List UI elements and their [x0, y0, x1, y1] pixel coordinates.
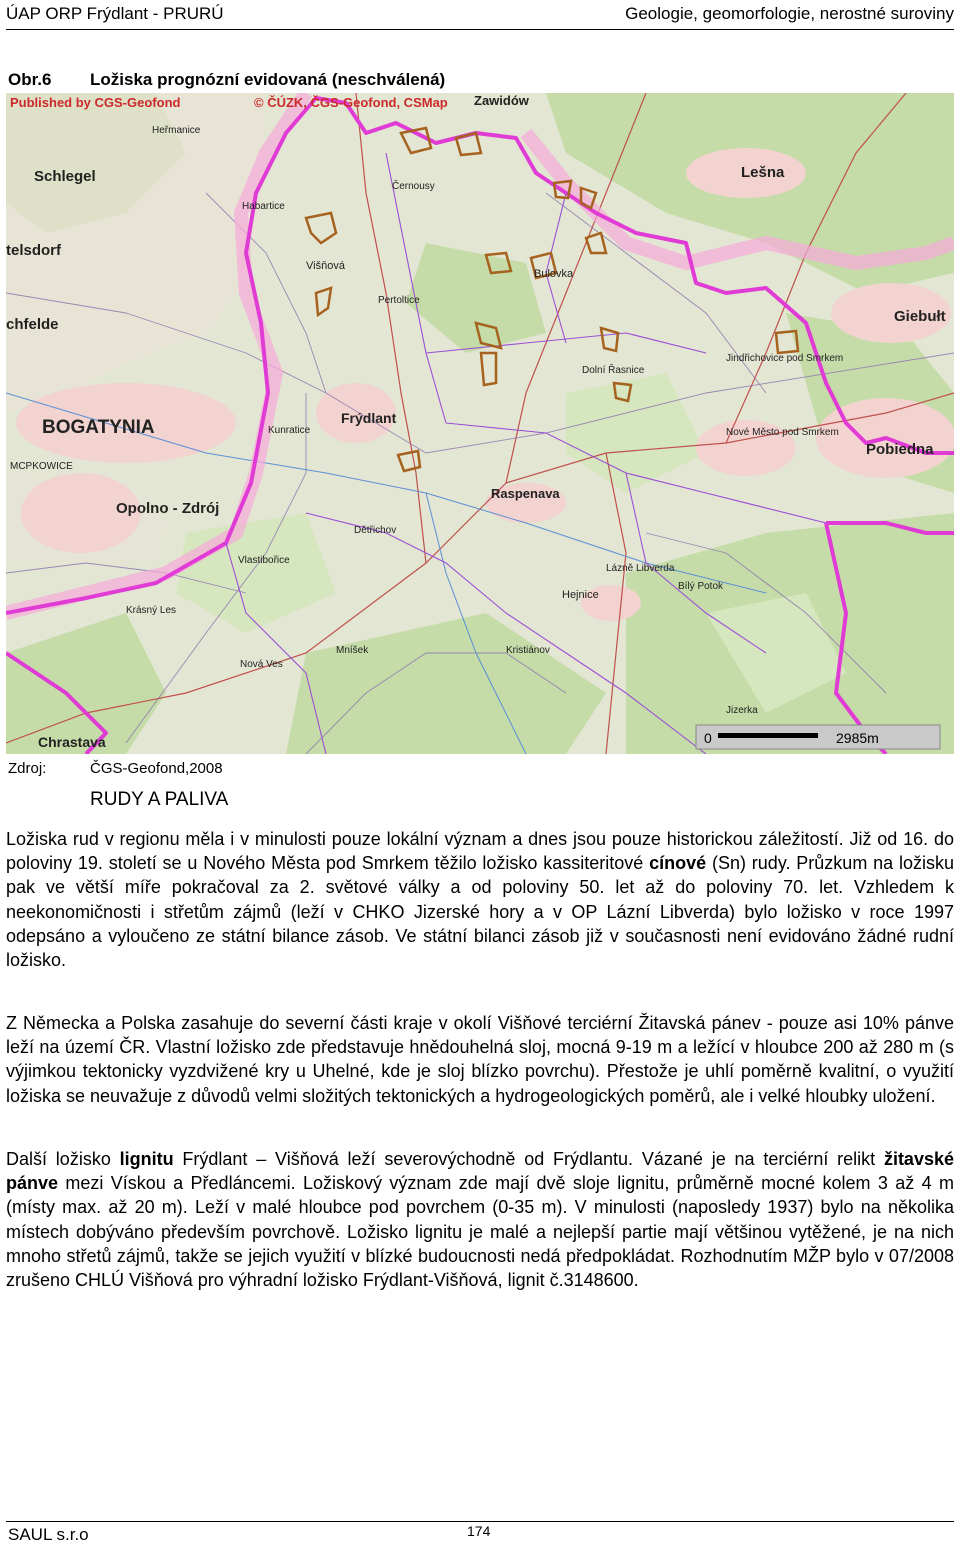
paragraph-lignite: [6, 1147, 954, 1292]
label-vislova: Višňová: [306, 260, 345, 272]
p1-text-1: Ložiska rud v regionu měla i v minulosti pouze lokální význam a dnes jsou pouze historickou záležitostí. Již od 16. do poloviny 19. století se u Nového Města pod Smrkem těžilo ložisko kassiteritové: [6, 829, 954, 874]
label-vlastiborice: Vlastibořice: [238, 555, 290, 566]
figure-label: Obr.6: [8, 70, 52, 89]
paragraph-ores: [6, 827, 954, 972]
label-pobiedna: Pobiedna: [866, 441, 934, 458]
label-jizerka: Jizerka: [726, 705, 758, 716]
header-rule: [6, 29, 954, 30]
label-zawidow: Zawidów: [474, 93, 529, 108]
p3-bold-basin: žitavské pánve: [6, 1149, 954, 1194]
label-telsdorf: telsdorf: [6, 242, 62, 259]
label-cernousy: Černousy: [392, 181, 435, 192]
label-mcpkowice: MCPKOWICE: [10, 461, 73, 472]
copyright: © ČÚZK, ČGS-Geofond, CSMap: [254, 95, 448, 110]
section-title: RUDY A PALIVA: [90, 789, 229, 810]
scale-end: 2985m: [836, 730, 879, 746]
label-hermanice: Heřmanice: [152, 125, 201, 136]
page-number: 174: [467, 1523, 491, 1539]
scale-segment: [718, 733, 818, 738]
footer-company: SAUL s.r.o: [8, 1525, 89, 1544]
scale-start: 0: [704, 730, 712, 746]
label-kunratice: Kunratice: [268, 425, 311, 436]
label-nova-ves: Nová Ves: [240, 659, 283, 670]
label-chfelde: chfelde: [6, 316, 59, 333]
header-right: Geologie, geomorfologie, nerostné suroviny: [625, 4, 954, 23]
label-dolni-rasnice: Dolní Řasnice: [582, 365, 645, 376]
label-hejnice: Hejnice: [562, 589, 599, 601]
label-mnisek: Mníšek: [336, 645, 369, 656]
label-kristianov: Kristiánov: [506, 645, 550, 656]
deposit-map: [6, 93, 954, 754]
published-by: Published by CGS-Geofond: [10, 95, 181, 110]
p1-bold-tin: cínové: [649, 853, 707, 874]
p3-text-1: Další ložisko: [6, 1149, 120, 1169]
label-lesna: Lešna: [741, 164, 785, 181]
label-jindrichovice: Jindřichovice pod Smrkem: [726, 353, 844, 364]
label-nove-mesto: Nové Město pod Smrkem: [726, 427, 839, 438]
label-bulovka: Bulovka: [534, 268, 574, 280]
label-pertoltice: Pertoltice: [378, 295, 420, 306]
label-frydlant: Frýdlant: [341, 410, 397, 426]
label-schlegel: Schlegel: [34, 168, 96, 185]
header-left: ÚAP ORP Frýdlant - PRURÚ: [6, 4, 224, 23]
p3-text-3: mezi Vískou a Předláncemi. Ložiskový význam zde mají dvě sloje lignitu, průměrně mocné kolem 3 až 4 m (místy max. až 20 m). Leží v malé hloubce pod povrchem (0-35 m). V minulosti (naposledy 1937) bylo na několika místech dobýváno především povrchově. Ložisko lignitu je malé a nejlepší partie mají většinou vytěžené, je na nich mnoho střetů zájmů, takže se jejich využití v blízké budoucnosti nedá předpokládat. Rozhodnutím MŽP bylo v 07/2008 zrušeno CHLÚ Višňová pro výhradní ložisko Frýdlant-Višňová, lignit č.3148600.: [6, 1173, 954, 1291]
label-krasny-les: Krásný Les: [126, 605, 177, 616]
scale-bar: [696, 725, 940, 749]
label-opolno: Opolno - Zdrój: [116, 500, 220, 517]
p3-text-2: Frýdlant – Višňová leží severovýchodně od Frýdlantu. Vázané je na terciérní relikt: [173, 1149, 884, 1169]
figure-title: Ložiska prognózní evidovaná (neschválená): [90, 70, 446, 89]
footer-rule: [6, 1521, 954, 1522]
map-canvas: [6, 93, 954, 754]
label-giebult: Giebułt: [894, 308, 946, 325]
label-chrastava: Chrastava: [38, 734, 106, 750]
label-habartice: Habartice: [242, 201, 285, 212]
label-lazne: Lázně Libverda: [606, 563, 675, 574]
p3-bold-lignite: lignitu: [119, 1149, 174, 1169]
label-detrichov: Dětřichov: [354, 525, 397, 536]
source-value: ČGS-Geofond,2008: [90, 760, 223, 777]
label-bogatynia: BOGATYNIA: [42, 417, 155, 438]
label-raspenava: Raspenava: [491, 486, 560, 501]
paragraph-zittau-basin: Z Německa a Polska zasahuje do severní části kraje v okolí Višňové terciérní Žitavská pánev - pouze asi 10% pánve leží na území ČR. Vlastní ložisko zde představuje hnědouhelná sloj, mocná 9-19 m a ležící v hloubce 200 až 280 m (s výjimkou tektonicky vyzdvižené kry u Uhelné, kde je sloj blízko povrchu). Přestože je uhlí poměrně kvalitní, o využití ložiska se neuvažuje z důvodů velmi složitých tektonických a hydrogeologických poměrů, ale i velké hloubky uložení.: [6, 1013, 954, 1106]
p1-text-2: (Sn) rudy. Průzkum na ložisku pak ve větší míře pokračoval za 2. světové války a od poloviny 50. let až do poloviny 70. let. Vzhledem k neekonomičnosti i střetům zájmů (leží v CHKO Jizerské hory a v OP Lázní Libverda) bylo ložisko v roce 1997 odepsáno a vyloučeno ze státní bilance zásob. Ve státní bilanci zásob již v současnosti není evidováno žádné rudní ložisko.: [6, 853, 954, 971]
label-bily-potok: Bílý Potok: [678, 581, 724, 592]
source-label: Zdroj:: [8, 760, 47, 777]
